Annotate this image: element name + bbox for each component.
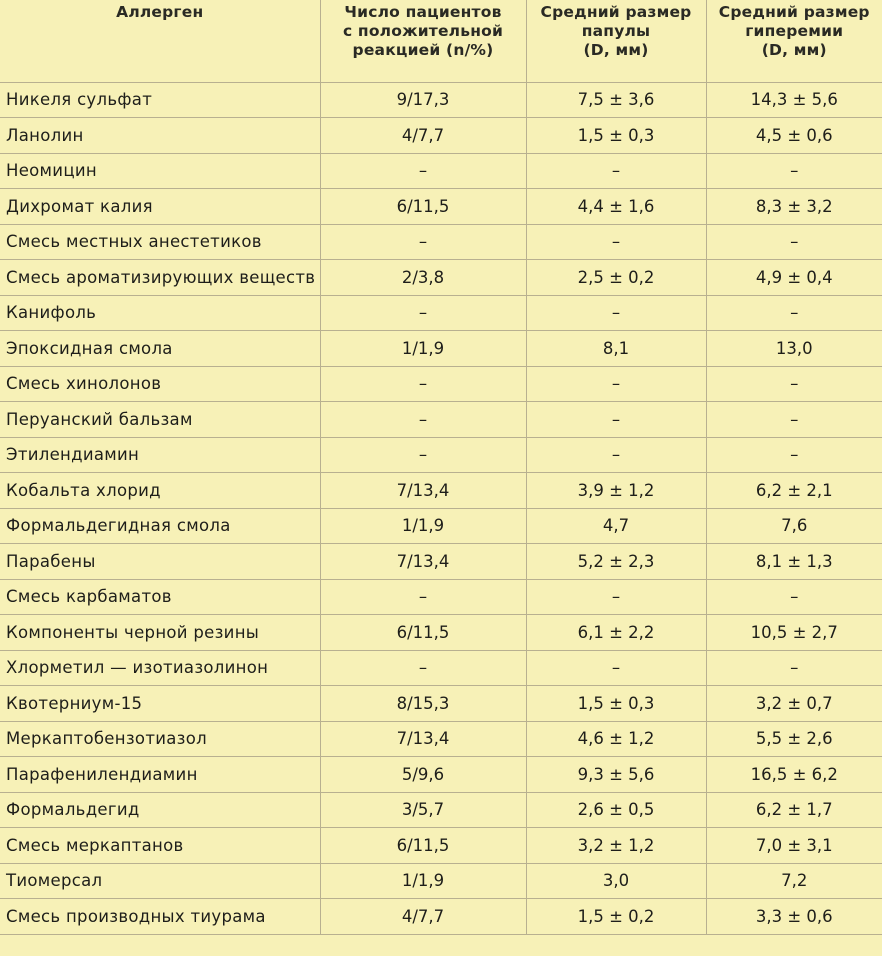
table-row [0, 153, 882, 189]
papule-cell: – [526, 153, 706, 189]
papule-cell: 2,5 ± 0,2 [526, 260, 706, 296]
table-row [0, 437, 882, 473]
hyperemia-cell: 3,3 ± 0,6 [706, 899, 882, 935]
allergen-cell: Канифоль [0, 295, 320, 331]
table-row [0, 544, 882, 580]
patients-cell: 5/9,6 [320, 757, 526, 793]
table-row [0, 82, 882, 118]
hyperemia-cell: 7,0 ± 3,1 [706, 828, 882, 864]
patients-cell: 7/13,4 [320, 473, 526, 509]
papule-cell: 3,0 [526, 863, 706, 899]
allergen-cell: Смесь производных тиурама [0, 899, 320, 935]
table-row [0, 189, 882, 225]
table-row [0, 792, 882, 828]
hyperemia-cell: 5,5 ± 2,6 [706, 721, 882, 757]
patients-cell: 7/13,4 [320, 544, 526, 580]
header-patients: Число пациентов с положительной реакцией (n/%) [320, 0, 526, 82]
patients-cell: 6/11,5 [320, 615, 526, 651]
allergen-cell: Неомицин [0, 153, 320, 189]
papule-cell: 7,5 ± 3,6 [526, 82, 706, 118]
table-row [0, 721, 882, 757]
allergen-cell: Компоненты черной резины [0, 615, 320, 651]
papule-cell: 4,6 ± 1,2 [526, 721, 706, 757]
header-hyperemia: Средний размер гиперемии (D, мм) [706, 0, 882, 82]
hyperemia-cell: – [706, 579, 882, 615]
allergen-cell: Смесь хинолонов [0, 366, 320, 402]
papule-cell: 3,9 ± 1,2 [526, 473, 706, 509]
allergen-cell: Смесь меркаптанов [0, 828, 320, 864]
table-row [0, 366, 882, 402]
papule-cell: – [526, 437, 706, 473]
patients-cell: 3/5,7 [320, 792, 526, 828]
allergen-cell: Смесь местных анестетиков [0, 224, 320, 260]
header-row [0, 0, 882, 82]
allergen-cell: Меркаптобензотиазол [0, 721, 320, 757]
hyperemia-cell: – [706, 402, 882, 438]
papule-cell: 2,6 ± 0,5 [526, 792, 706, 828]
hyperemia-cell: 10,5 ± 2,7 [706, 615, 882, 651]
allergen-cell: Смесь карбаматов [0, 579, 320, 615]
hyperemia-cell: – [706, 437, 882, 473]
table-row [0, 899, 882, 935]
table-row [0, 863, 882, 899]
patients-cell: – [320, 650, 526, 686]
patients-cell: 2/3,8 [320, 260, 526, 296]
hyperemia-cell: 4,5 ± 0,6 [706, 118, 882, 154]
papule-cell: 8,1 [526, 331, 706, 367]
table-row [0, 118, 882, 154]
hyperemia-cell: – [706, 366, 882, 402]
allergen-cell: Тиомерсал [0, 863, 320, 899]
patients-cell: 4/7,7 [320, 118, 526, 154]
hyperemia-cell: 13,0 [706, 331, 882, 367]
papule-cell: 5,2 ± 2,3 [526, 544, 706, 580]
allergen-cell: Парабены [0, 544, 320, 580]
hyperemia-cell: – [706, 295, 882, 331]
hyperemia-cell: 6,2 ± 1,7 [706, 792, 882, 828]
patients-cell: – [320, 153, 526, 189]
hyperemia-cell: 7,2 [706, 863, 882, 899]
hyperemia-cell: – [706, 153, 882, 189]
hyperemia-cell: 6,2 ± 2,1 [706, 473, 882, 509]
table-row [0, 615, 882, 651]
patients-cell: – [320, 402, 526, 438]
papule-cell: – [526, 295, 706, 331]
allergen-cell: Дихромат калия [0, 189, 320, 225]
allergen-cell: Формальдегидная смола [0, 508, 320, 544]
table-row [0, 260, 882, 296]
allergen-cell: Эпоксидная смола [0, 331, 320, 367]
hyperemia-cell: 4,9 ± 0,4 [706, 260, 882, 296]
allergen-cell: Этилендиамин [0, 437, 320, 473]
table-row [0, 402, 882, 438]
table-row [0, 757, 882, 793]
hyperemia-cell: 8,3 ± 3,2 [706, 189, 882, 225]
hyperemia-cell: 7,6 [706, 508, 882, 544]
patients-cell: – [320, 224, 526, 260]
papule-cell: 9,3 ± 5,6 [526, 757, 706, 793]
hyperemia-cell: 8,1 ± 1,3 [706, 544, 882, 580]
allergen-cell: Перуанский бальзам [0, 402, 320, 438]
table-row [0, 508, 882, 544]
hyperemia-cell: 14,3 ± 5,6 [706, 82, 882, 118]
patients-cell: 1/1,9 [320, 508, 526, 544]
papule-cell: – [526, 579, 706, 615]
papule-cell: 1,5 ± 0,3 [526, 686, 706, 722]
patients-cell: 7/13,4 [320, 721, 526, 757]
papule-cell: 6,1 ± 2,2 [526, 615, 706, 651]
papule-cell: 4,7 [526, 508, 706, 544]
table-row [0, 295, 882, 331]
papule-cell: 1,5 ± 0,2 [526, 899, 706, 935]
patients-cell: 1/1,9 [320, 331, 526, 367]
allergen-cell: Смесь ароматизирующих веществ [0, 260, 320, 296]
papule-cell: – [526, 224, 706, 260]
table-row [0, 473, 882, 509]
allergen-cell: Квотерниум-15 [0, 686, 320, 722]
hyperemia-cell: – [706, 650, 882, 686]
allergen-cell: Никеля сульфат [0, 82, 320, 118]
allergen-cell: Кобальта хлорид [0, 473, 320, 509]
header-papule: Средний размер папулы (D, мм) [526, 0, 706, 82]
patients-cell: 6/11,5 [320, 189, 526, 225]
hyperemia-cell: – [706, 224, 882, 260]
patients-cell: 1/1,9 [320, 863, 526, 899]
table-row [0, 579, 882, 615]
papule-cell: – [526, 366, 706, 402]
papule-cell: – [526, 650, 706, 686]
patients-cell: 9/17,3 [320, 82, 526, 118]
table-row [0, 686, 882, 722]
allergen-cell: Формальдегид [0, 792, 320, 828]
papule-cell: – [526, 402, 706, 438]
patients-cell: – [320, 437, 526, 473]
table-body [0, 82, 882, 934]
table-row [0, 224, 882, 260]
papule-cell: 1,5 ± 0,3 [526, 118, 706, 154]
hyperemia-cell: 3,2 ± 0,7 [706, 686, 882, 722]
papule-cell: 4,4 ± 1,6 [526, 189, 706, 225]
patients-cell: – [320, 579, 526, 615]
patients-cell: – [320, 366, 526, 402]
allergen-cell: Парафенилендиамин [0, 757, 320, 793]
table-row [0, 650, 882, 686]
patients-cell: 6/11,5 [320, 828, 526, 864]
patients-cell: – [320, 295, 526, 331]
allergen-cell: Хлорметил — изотиазолинон [0, 650, 320, 686]
allergen-cell: Ланолин [0, 118, 320, 154]
patients-cell: 4/7,7 [320, 899, 526, 935]
patients-cell: 8/15,3 [320, 686, 526, 722]
hyperemia-cell: 16,5 ± 6,2 [706, 757, 882, 793]
table-row [0, 331, 882, 367]
table-header [0, 0, 882, 82]
papule-cell: 3,2 ± 1,2 [526, 828, 706, 864]
table-row [0, 828, 882, 864]
header-allergen: Аллерген [0, 0, 320, 82]
